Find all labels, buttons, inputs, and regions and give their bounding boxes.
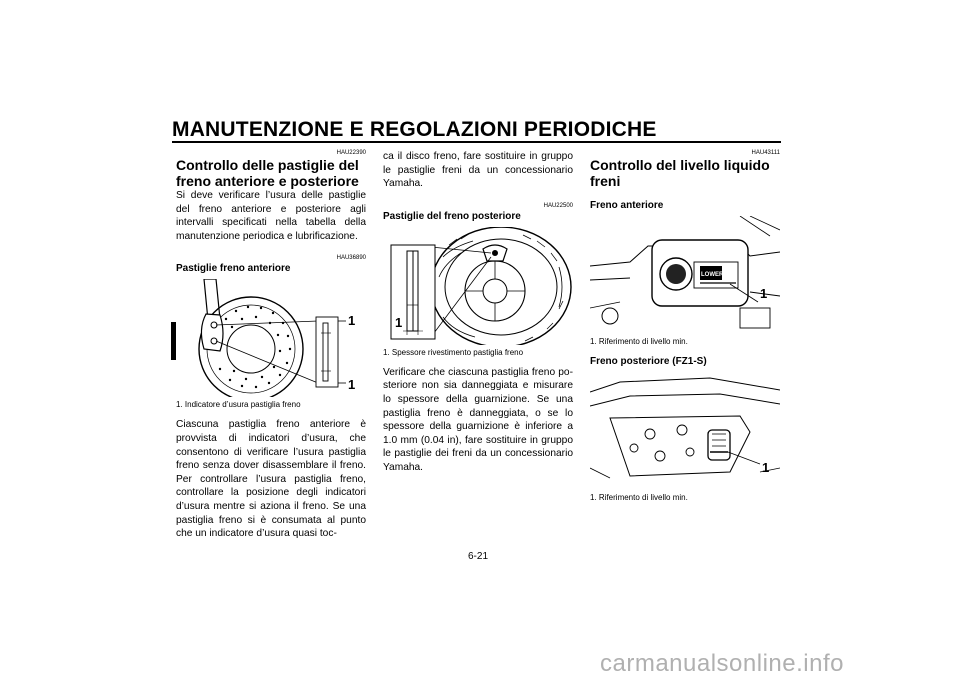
section-heading-fluid: Controllo del livello liquido freni: [590, 157, 770, 189]
callout-1: 1: [348, 313, 356, 329]
figure-caption: 1. Riferimento di livello min.: [590, 493, 688, 502]
figure-caption: 1. Spessore rivestimento pastiglia freno: [383, 347, 524, 357]
front-pads-paragraph: Ciascuna pastiglia freno anteriore è provvista di indicatori d’usura, che consentono di verificare l’usura pastiglia freno senza dover disassemblare il freno. Per controllare l’usura pastiglia freno, controllare la posizione degli indicatori d’usura mentre si aziona il freno. Se una pastiglia freno si è consumata al punto che un indicatore d’usura quasi toc-: [176, 419, 366, 540]
callout-1: 1: [760, 286, 768, 301]
watermark: carmanualsonline.info: [600, 650, 844, 677]
figure-caption: 1. Riferimento di livello min.: [590, 337, 688, 346]
rear-brake-figure: [383, 227, 573, 345]
lower-label: LOWER: [701, 272, 724, 278]
rear-reservoir-figure: [590, 372, 780, 490]
column-2: [383, 150, 573, 475]
section-code: HAU36890: [336, 255, 366, 262]
page-number: 6-21: [468, 551, 489, 562]
section-heading-pads: Controllo delle pastiglie del freno anteriore e posteriore: [176, 157, 359, 189]
subheading-rear-pads: Pastiglie del freno posteriore: [383, 210, 521, 222]
front-reservoir-figure: [590, 216, 780, 334]
subheading-front-brake: Freno anteriore: [590, 200, 664, 211]
figure-caption: 1. Indicatore d’usura pastiglia freno: [176, 400, 301, 410]
section-code: HAU43111: [751, 150, 780, 156]
front-brake-figure: [176, 279, 366, 397]
section-code: HAU22500: [543, 202, 573, 209]
subheading-rear-brake: Freno posteriore (FZ1-S): [590, 356, 707, 367]
callout-1: 1: [348, 377, 356, 393]
column-1: [176, 150, 366, 541]
callout-1: 1: [762, 460, 770, 475]
subheading-front-pads: Pastiglie freno anteriore: [176, 263, 291, 275]
section-code: HAU22390: [336, 150, 366, 156]
title-rule: [172, 141, 781, 143]
intro-paragraph: Si deve verificare l’usura delle pastiglie del freno anteriore e posteriore agli intervalli specificati nella tabella della manutenzione periodica e lubrificazione.: [176, 190, 366, 242]
page-title: MANUTENZIONE E REGOLAZIONI PERIODICHE: [172, 118, 657, 141]
callout-1: 1: [395, 314, 403, 330]
rear-pads-paragraph: Verificare che ciascuna pastiglia freno posteriore non sia danneggiata e misurare lo spessore della guarnizione. Se una pastiglia freno è danneggiata, o se lo spessore della guarnizione è inferiore a 1.0 mm (0.04 in), fare sostituire in gruppo le pastiglie dei freni da un concessionario Yamaha.: [383, 366, 573, 473]
continued-paragraph: ca il disco freno, fare sostituire in gruppo le pastiglie freni da un concessionario Yamaha.: [383, 151, 573, 190]
column-3: [590, 150, 780, 503]
